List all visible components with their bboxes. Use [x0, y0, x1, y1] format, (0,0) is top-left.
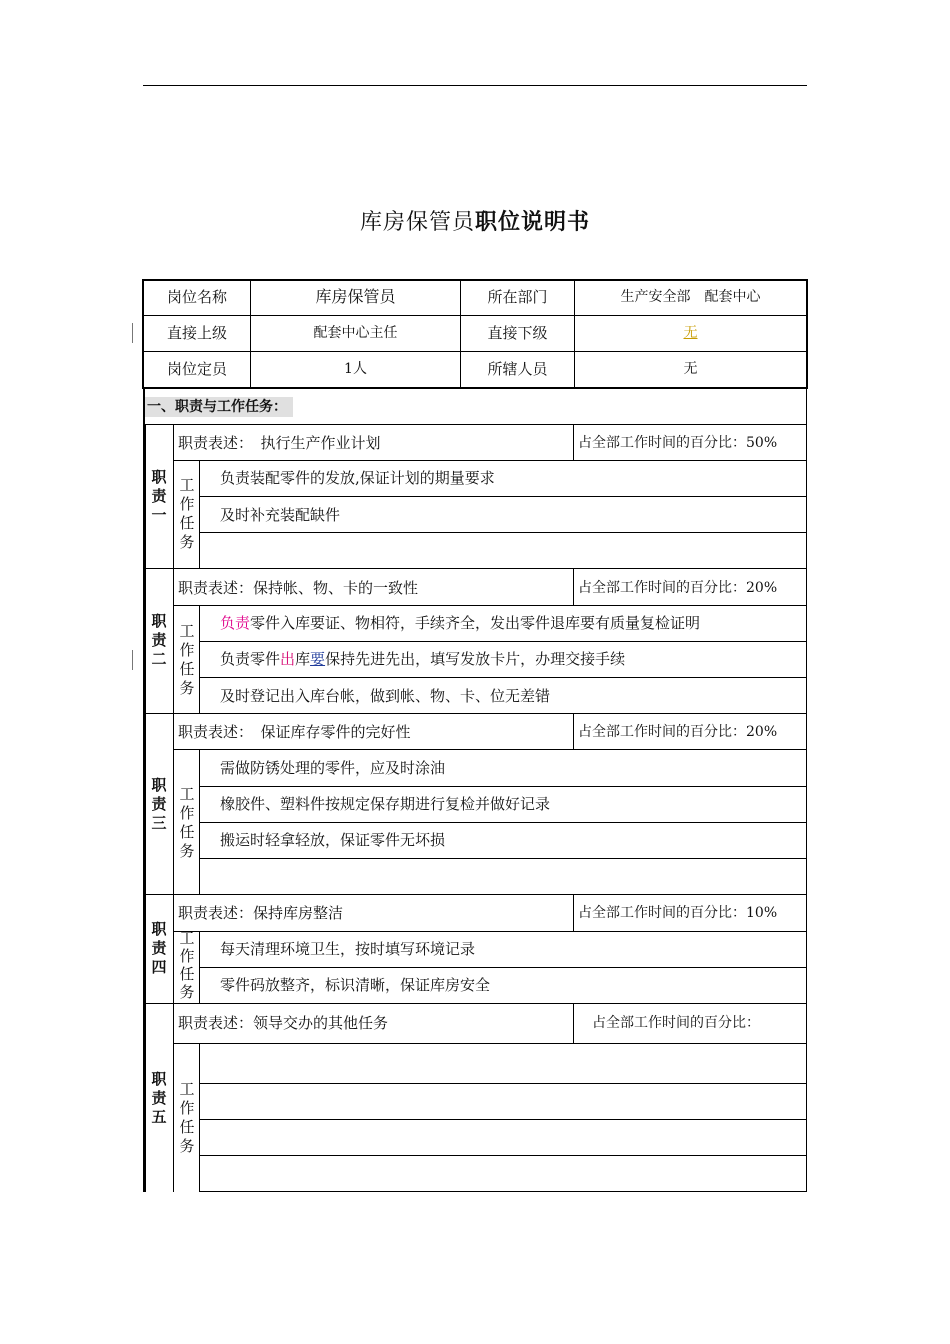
row-divider — [199, 858, 807, 859]
page-title — [0, 205, 950, 236]
row-divider — [199, 1191, 807, 1192]
work-task-label: 工 作 任 务 — [179, 622, 195, 697]
row-divider — [199, 1119, 807, 1120]
position-name-value: 库房保管员 — [315, 287, 396, 306]
title-bold: 职位说明书 — [475, 210, 591, 235]
duty-1-label: 职 责 一 — [151, 468, 167, 524]
position-name-label: 岗位名称 — [166, 288, 227, 306]
row-divider — [173, 1043, 807, 1044]
work-task-label: 工 作 任 务 — [179, 1080, 195, 1155]
duty-2-percent: 占全部工作时间的百分比：20% — [578, 580, 778, 596]
duty-2-description: 职责表述：保持帐、物、卡的一致性 — [178, 579, 419, 597]
managed-value: 无 — [683, 361, 698, 377]
duty-5-percent: 占全部工作时间的百分比： — [592, 1015, 760, 1031]
duty-2-task-3: 及时登记出入库台帐，做到帐、物、卡、位无差错 — [220, 687, 551, 705]
duty-5-label: 职 责 五 — [151, 1070, 167, 1126]
duty-4-label: 职 责 四 — [151, 920, 167, 976]
row-divider — [199, 496, 807, 497]
section-title: 一、职责与工作任务： — [145, 397, 293, 417]
duty-label-divider — [173, 1003, 174, 1192]
managed-label: 所辖人员 — [487, 360, 548, 378]
duty-label-divider — [173, 713, 174, 894]
duty-3-label: 职 责 三 — [151, 776, 167, 832]
work-task-label: 工 作 任 务 — [179, 476, 195, 551]
duty-5-description: 职责表述：领导交办的其他任务 — [178, 1014, 389, 1032]
info-row-divider — [143, 315, 807, 316]
duty-3-percent: 占全部工作时间的百分比：20% — [578, 724, 778, 740]
duty-divider — [143, 713, 807, 714]
department-label: 所在部门 — [487, 288, 548, 306]
work-task-label: 工 作 任 务 — [179, 929, 195, 1001]
duty-3-task-2: 橡胶件、塑料件按规定保存期进行复检并做好记录 — [220, 795, 551, 813]
duties-right-border — [806, 389, 807, 1192]
duty-3-task-3: 搬运时轻拿轻放，保证零件无坏损 — [220, 831, 446, 849]
duty-1-task-1: 负责装配零件的发放,保证计划的期量要求 — [220, 469, 495, 487]
duty-4-description: 职责表述：保持库房整洁 — [178, 904, 344, 922]
duty-2-label: 职 责 二 — [151, 612, 167, 668]
superior-value: 配套中心主任 — [313, 325, 398, 341]
duty-1-task-2: 及时补充装配缺件 — [220, 506, 341, 524]
percent-divider — [573, 713, 574, 749]
duty-3-task-1: 需做防锈处理的零件，应及时涂油 — [220, 759, 446, 777]
duty-2-task-1: 负责零件入库要证、物相符，手续齐全，发出零件退库要有质量复检证明 — [220, 614, 701, 632]
duty-label-divider — [173, 568, 174, 713]
subordinate-value: 无 — [683, 325, 698, 341]
duty-2-task-2: 负责零件出库要保持先进先出，填写发放卡片，办理交接手续 — [220, 650, 626, 668]
row-divider — [173, 605, 807, 606]
percent-divider — [573, 894, 574, 931]
duty-divider — [143, 1003, 807, 1004]
duty-1-percent: 占全部工作时间的百分比：50% — [578, 435, 778, 451]
duty-3-description: 职责表述： 保证库存零件的完好性 — [178, 723, 411, 741]
row-divider — [199, 1083, 807, 1084]
duty-label-divider — [173, 894, 174, 1003]
percent-divider — [573, 424, 574, 460]
task-label-divider — [199, 460, 200, 568]
duties-left-inner-border — [145, 425, 146, 1192]
row-divider — [199, 786, 807, 787]
department-value: 生产安全部 配套中心 — [620, 289, 761, 305]
percent-divider — [573, 1003, 574, 1043]
percent-divider — [573, 568, 574, 605]
superior-label: 直接上级 — [166, 324, 227, 342]
row-divider — [199, 1155, 807, 1156]
duty-divider — [143, 568, 807, 569]
headcount-value: 1人 — [344, 361, 367, 377]
task-label-divider — [199, 605, 200, 713]
duty-divider — [143, 894, 807, 895]
duty-4-percent: 占全部工作时间的百分比：10% — [578, 905, 778, 921]
headcount-label: 岗位定员 — [166, 360, 227, 378]
duty-4-task-2: 零件码放整齐，标识清晰，保证库房安全 — [220, 976, 491, 994]
row-divider — [199, 822, 807, 823]
margin-mark — [132, 323, 133, 343]
row-divider — [173, 931, 807, 932]
subordinate-label: 直接下级 — [487, 324, 548, 342]
title-regular: 库房保管员 — [359, 210, 475, 235]
duty-1-description: 职责表述： 执行生产作业计划 — [178, 434, 381, 452]
section-divider — [143, 424, 807, 425]
task-label-divider — [199, 1043, 200, 1192]
work-task-label: 工 作 任 务 — [179, 785, 195, 860]
duty-4-task-1: 每天清理环境卫生，按时填写环境记录 — [220, 940, 476, 958]
duty-label-divider — [173, 424, 174, 568]
row-divider — [199, 641, 807, 642]
margin-mark — [132, 650, 133, 670]
row-divider — [173, 749, 807, 750]
info-row-divider — [143, 351, 807, 352]
row-divider — [199, 532, 807, 533]
row-divider — [199, 677, 807, 678]
row-divider — [173, 460, 807, 461]
row-divider — [199, 967, 807, 968]
header-rule — [143, 85, 807, 86]
